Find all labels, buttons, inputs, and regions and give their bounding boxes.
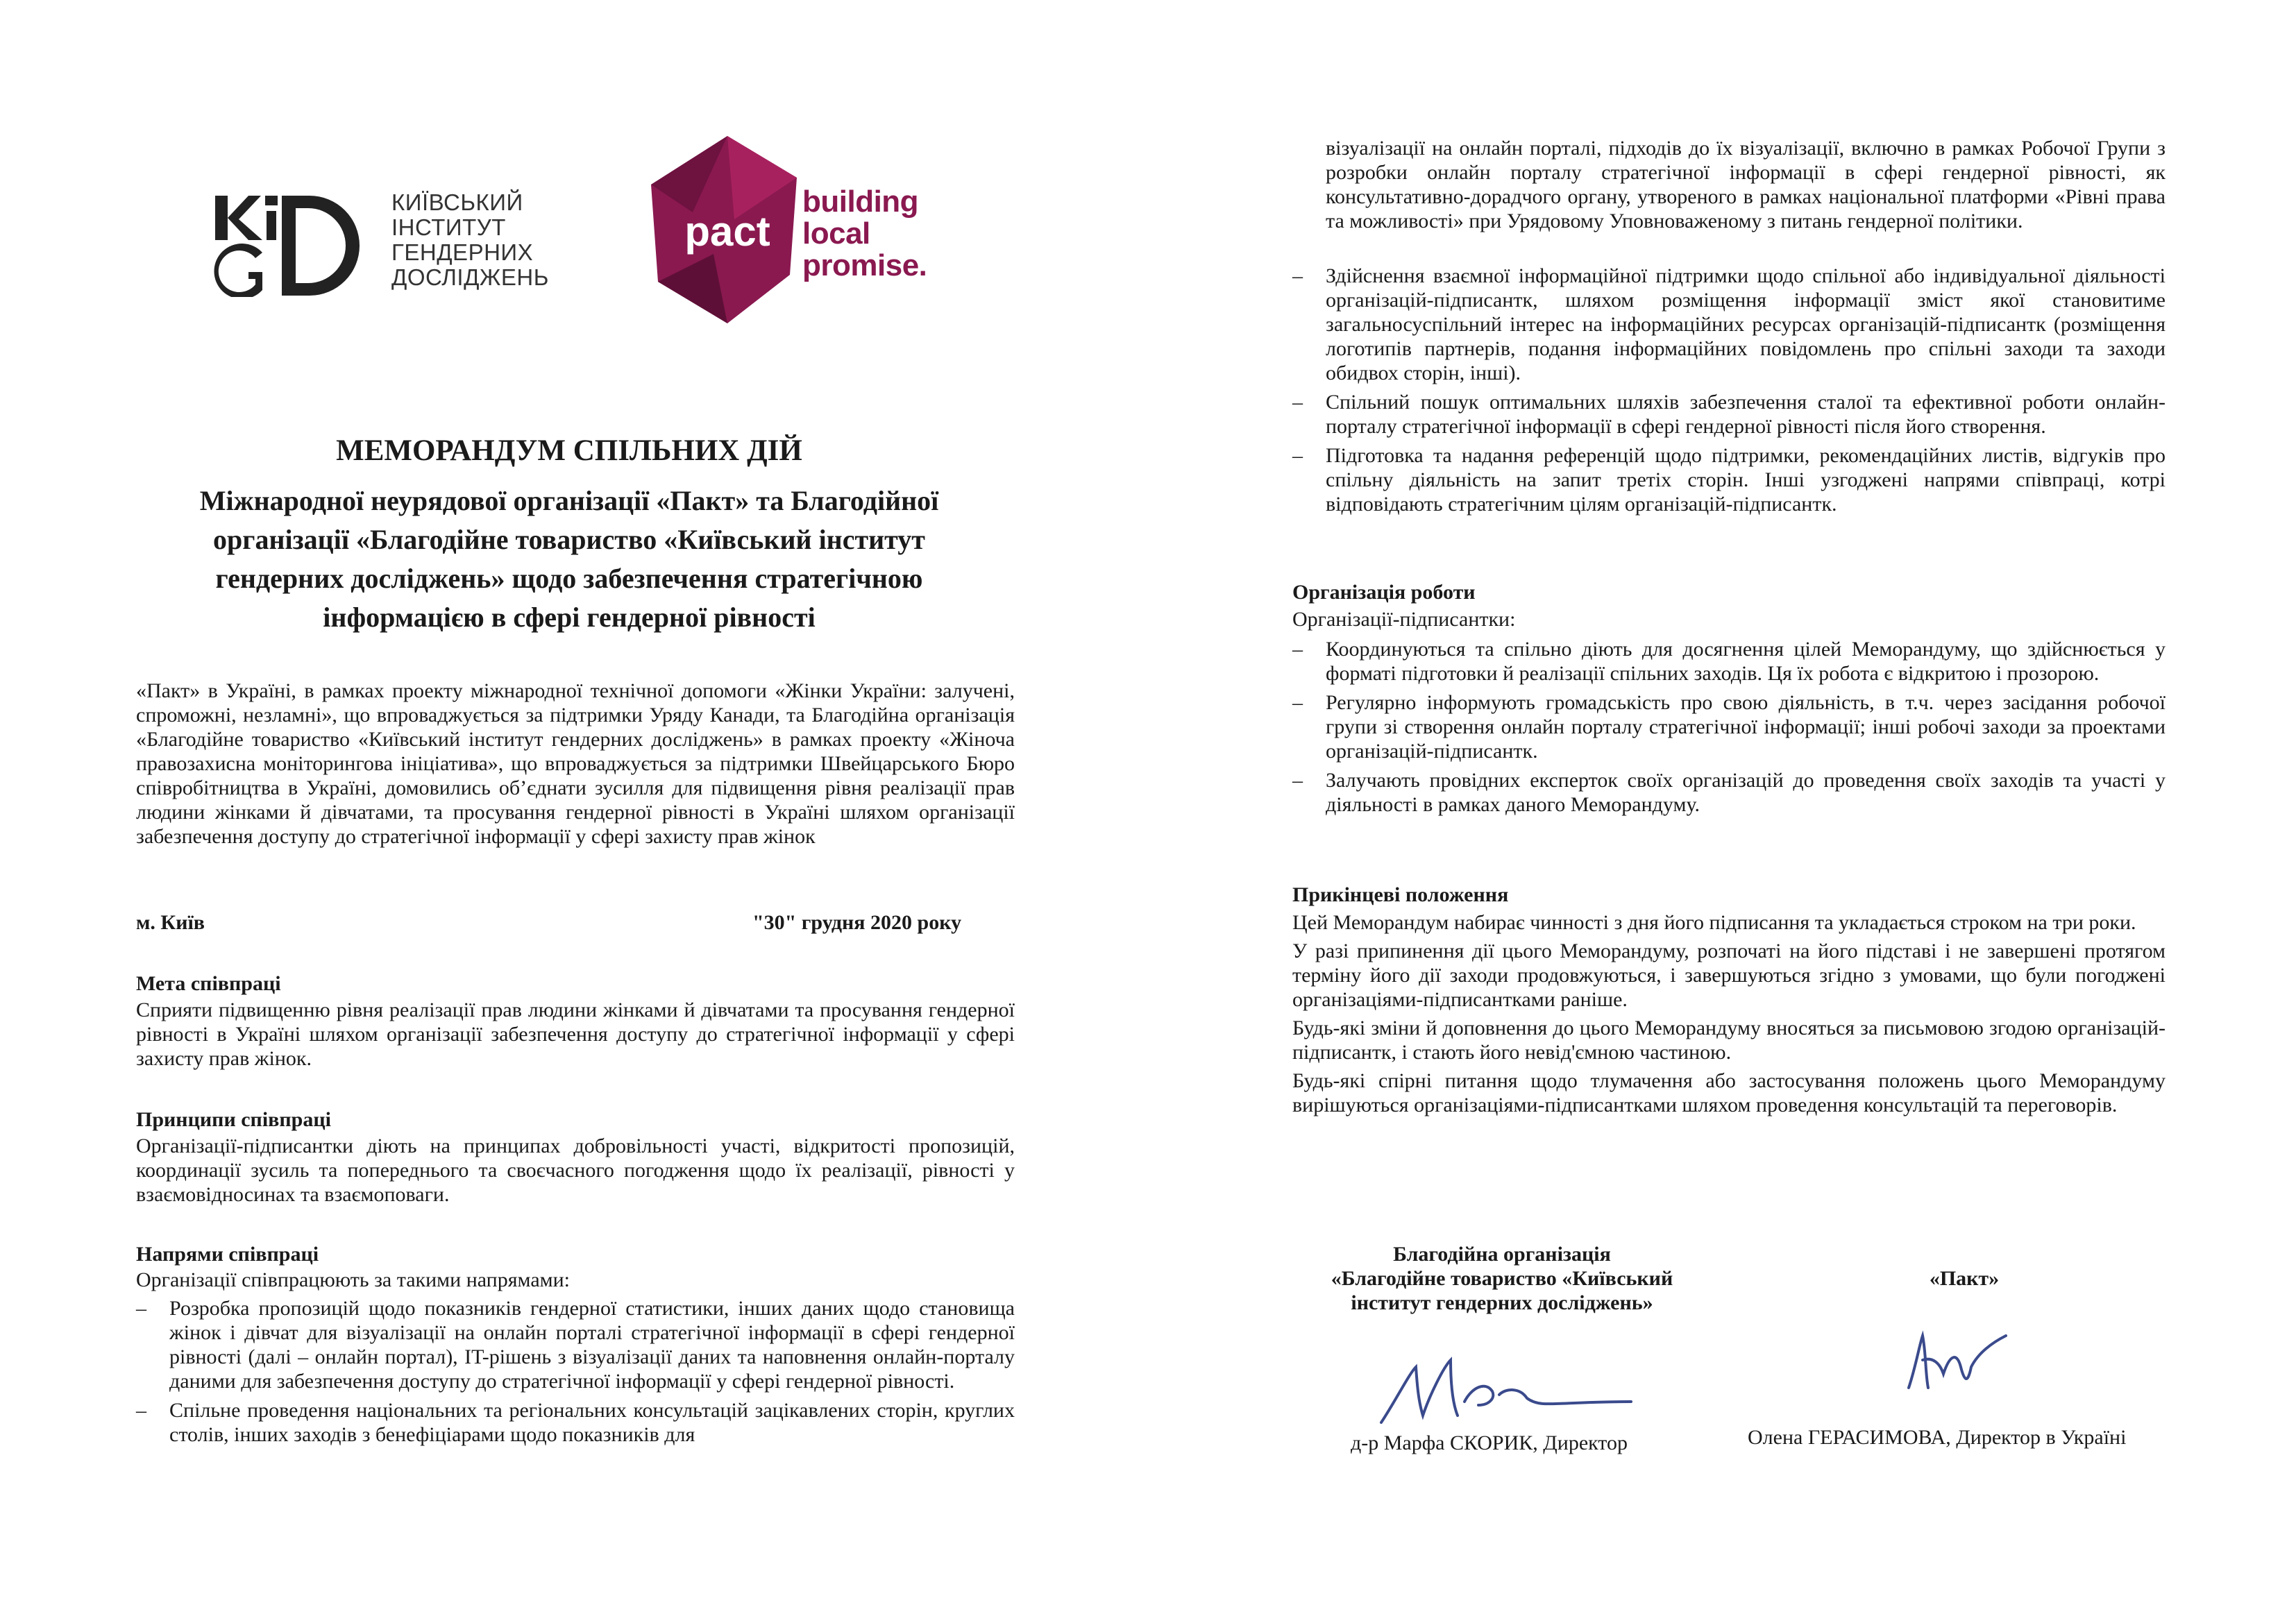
list-item xyxy=(1292,690,2166,763)
list-item xyxy=(1292,637,2166,686)
dash-marker: – xyxy=(1292,391,1303,414)
kigd-name-line: КИЇВСЬКИЙ xyxy=(391,189,523,215)
pact-diamond-icon xyxy=(651,136,804,323)
list-item-text: Регулярно інформують громадськість про свою діяльність, в т.ч. через засідання робочої групи зі створення онлайн порталу стратегічної інформації; інші робочі заходи за проектами організацій-підписантк. xyxy=(1326,691,2166,763)
signer-2-name: Олена ГЕРАСИМОВА, Директор в Україні xyxy=(1748,1426,2127,1449)
list-item-text: Розробка пропозицій щодо показників гендерної статистики, інших даних щодо становища жінок і дівчат для візуалізації на онлайн порталі стратегічної інформації в сфері гендерної рівності (далі – онлайн портал), IT-рішень з візуалізації даних та наповнення онлайн-порталу даними для забезпечення доступу до стратегічної інформації у сфері гендерної рівності. xyxy=(169,1297,1015,1393)
date: "30" грудня 2020 року xyxy=(752,911,962,934)
intro-paragraph: «Пакт» в Україні, в рамках проекту міжнародної технічної допомоги «Жінки України: залучені, спроможні, незламні», що впроваджується за підтримки Уряду Канади, та Благодійна організація «Благодійне товариство «Київський інститут гендерних досліджень» в рамках проекту «Жіноча правозахисна моніторингова ініціатива», що впроваджується за підтримки Швейцарського Бюро співробітництва в Україні, домовились об’єднати зусилля для підвищення рівня реалізації прав людини жінками й дівчатами, та просування гендерної рівності в Україні шляхом організації забезпечення доступу до стратегічної інформації у сфері захисту прав жінок xyxy=(136,679,1015,848)
directions-lead: Організації співпрацюють за такими напрямами: xyxy=(136,1268,571,1291)
list-item-text: Здійснення взаємної інформаційної підтримки щодо спільної або індивідуальної діяльності організацій-підписантк, шляхом розміщення інформації зміст якої становитиме загальносуспільний інтерес на інформаційних ресурсах організацій-підписантк (розміщення логотипів партнерів, подання інформаційних повідомлень про спільні заходи та заходи обидвох сторін, інші). xyxy=(1326,264,2166,384)
org-line: «Благодійне товариство «Київський xyxy=(1331,1267,1673,1290)
signatory-org-1 xyxy=(1287,1242,1717,1315)
signature-2-icon xyxy=(1902,1325,2013,1402)
final-paragraph: Будь-які зміни й доповнення до цього Меморандуму вносяться за письмовою згодою організацій-підписантк, і стають його невід'ємною частиною. xyxy=(1292,1017,2166,1064)
city: м. Київ xyxy=(136,911,205,934)
directions-continuation: візуалізації на онлайн порталі, підходів до їх візуалізації, включно в рамках Робочої Групи з розробки онлайн порталу стратегічної інформації в сфері гендерної рівності, як консультативно-дорадчого органу, утвореного в рамках національної платформи «Рівні права та можливості» при Урядовому Уповноваженому з питань гендерної політики. xyxy=(1326,137,2166,232)
list-item xyxy=(1292,264,2166,385)
pact-tagline-line: building xyxy=(802,185,919,219)
org-line: Благодійна організація xyxy=(1393,1243,1611,1266)
subtitle-line: гендерних досліджень» щодо забезпечення стратегічною xyxy=(215,563,923,594)
principles-heading: Принципи співпраці xyxy=(136,1108,331,1131)
principles-text: Організації-підписантки діють на принципах добровільності участі, відкритості пропозицій, координації зусиль та попереднього та своєчасного погодження щодо їх реалізації, рівності у взаємовідносинах та взаємоповаги. xyxy=(136,1135,1015,1206)
list-item-text: Залучають провідних експерток своїх організацій до проведення своїх заходів та участі у діяльності в рамках даного Меморандуму. xyxy=(1326,769,2166,816)
kigd-name xyxy=(391,190,572,290)
organization-lead: Організації-підписантки: xyxy=(1292,608,1516,631)
directions-list-continued xyxy=(1292,264,2166,521)
dash-marker: – xyxy=(1292,444,1303,467)
directions-heading: Напрями співпраці xyxy=(136,1243,319,1266)
org-line: інститут гендерних досліджень» xyxy=(1351,1291,1653,1314)
dash-marker: – xyxy=(1292,638,1303,661)
signatory-org-2: «Пакт» xyxy=(1929,1267,2000,1290)
pact-logo xyxy=(651,136,943,323)
final-paragraph: Цей Меморандум набирає чинності з дня його підписання та укладається строком на три роки. xyxy=(1292,911,2136,934)
pact-tagline-line: local xyxy=(802,216,870,250)
dash-marker: – xyxy=(1292,691,1303,714)
final-paragraph: У разі припинення дії цього Меморандуму, розпочаті на його підставі і не завершені протягом терміну його дії заходи продовжуються, і завершуються згідно з умовами, що були погоджені організаціями-підписантками раніше. xyxy=(1292,940,2166,1011)
purpose-text: Сприяти підвищенню рівня реалізації прав людини жінками й дівчатами та просування гендерної рівності в Україні шляхом організації забезпечення доступу до стратегічної інформації у сфері захисту прав жінок. xyxy=(136,999,1015,1070)
document-title: МЕМОРАНДУМ СПІЛЬНИХ ДІЙ xyxy=(336,434,802,467)
purpose-heading: Мета співпраці xyxy=(136,972,281,995)
organization-list xyxy=(1292,637,2166,822)
kigd-logo xyxy=(212,186,559,297)
organization-heading: Організація роботи xyxy=(1292,581,1476,604)
kigd-name-line: ГЕНДЕРНИХ xyxy=(391,239,534,265)
subtitle-line: інформацією в сфері гендерної рівності xyxy=(323,602,816,633)
list-item-text: Спільний пошук оптимальних шляхів забезпечення сталої та ефективної роботи онлайн-порталу стратегічної інформації в сфері гендерної рівності після його створення. xyxy=(1326,391,2166,438)
list-item xyxy=(1292,390,2166,439)
dash-marker: – xyxy=(1292,769,1303,792)
signature-1-icon xyxy=(1374,1339,1638,1436)
list-item xyxy=(136,1296,1015,1393)
document-subtitle xyxy=(139,482,999,637)
list-item-text: Координуються та спільно діють для досягнення цілей Меморандуму, що здійснюється у форматі підготовки й реалізації спільних заходів. Ця їх робота є відкритою і прозорою. xyxy=(1326,638,2166,685)
list-item-text: Спільне проведення національних та регіональних консультацій зацікавлених сторін, круглих столів, інших заходів з бенефіціарами щодо показників для xyxy=(169,1399,1015,1446)
list-item xyxy=(136,1398,1015,1447)
list-item xyxy=(1292,768,2166,817)
dash-marker: – xyxy=(1292,264,1303,287)
kigd-mark-icon xyxy=(212,186,372,297)
signer-1-name: д-р Марфа СКОРИК, Директор xyxy=(1351,1431,1628,1454)
directions-list xyxy=(136,1296,1015,1452)
list-item xyxy=(1292,443,2166,516)
dash-marker: – xyxy=(136,1297,146,1320)
pact-word: pact xyxy=(684,208,770,255)
final-heading: Прикінцеві положення xyxy=(1292,883,1509,906)
kigd-name-line: ІНСТИТУТ xyxy=(391,214,506,240)
list-item-text: Підготовка та надання референцій щодо підтримки, рекомендаційних листів, відгуків про спільну діяльність на запит третіх сторін. Інші узгоджені напрями співпраці, котрі відповідають стратегічним цілям організацій-підписантк. xyxy=(1326,444,2166,516)
pact-tagline xyxy=(802,186,927,282)
subtitle-line: організації «Благодійне товариство «Київський інститут xyxy=(213,524,925,555)
kigd-name-line: ДОСЛІДЖЕНЬ xyxy=(391,264,549,290)
pact-tagline-line: promise. xyxy=(802,248,927,282)
final-paragraph: Будь-які спірні питання щодо тлумачення або застосування положень цього Меморандуму вирішуються організаціями-підписантками шляхом проведення консультацій та переговорів. xyxy=(1292,1069,2166,1116)
subtitle-line: Міжнародної неурядової організації «Пакт» та Благодійної xyxy=(199,485,939,516)
dash-marker: – xyxy=(136,1399,146,1422)
final-provisions xyxy=(1292,910,2166,1121)
